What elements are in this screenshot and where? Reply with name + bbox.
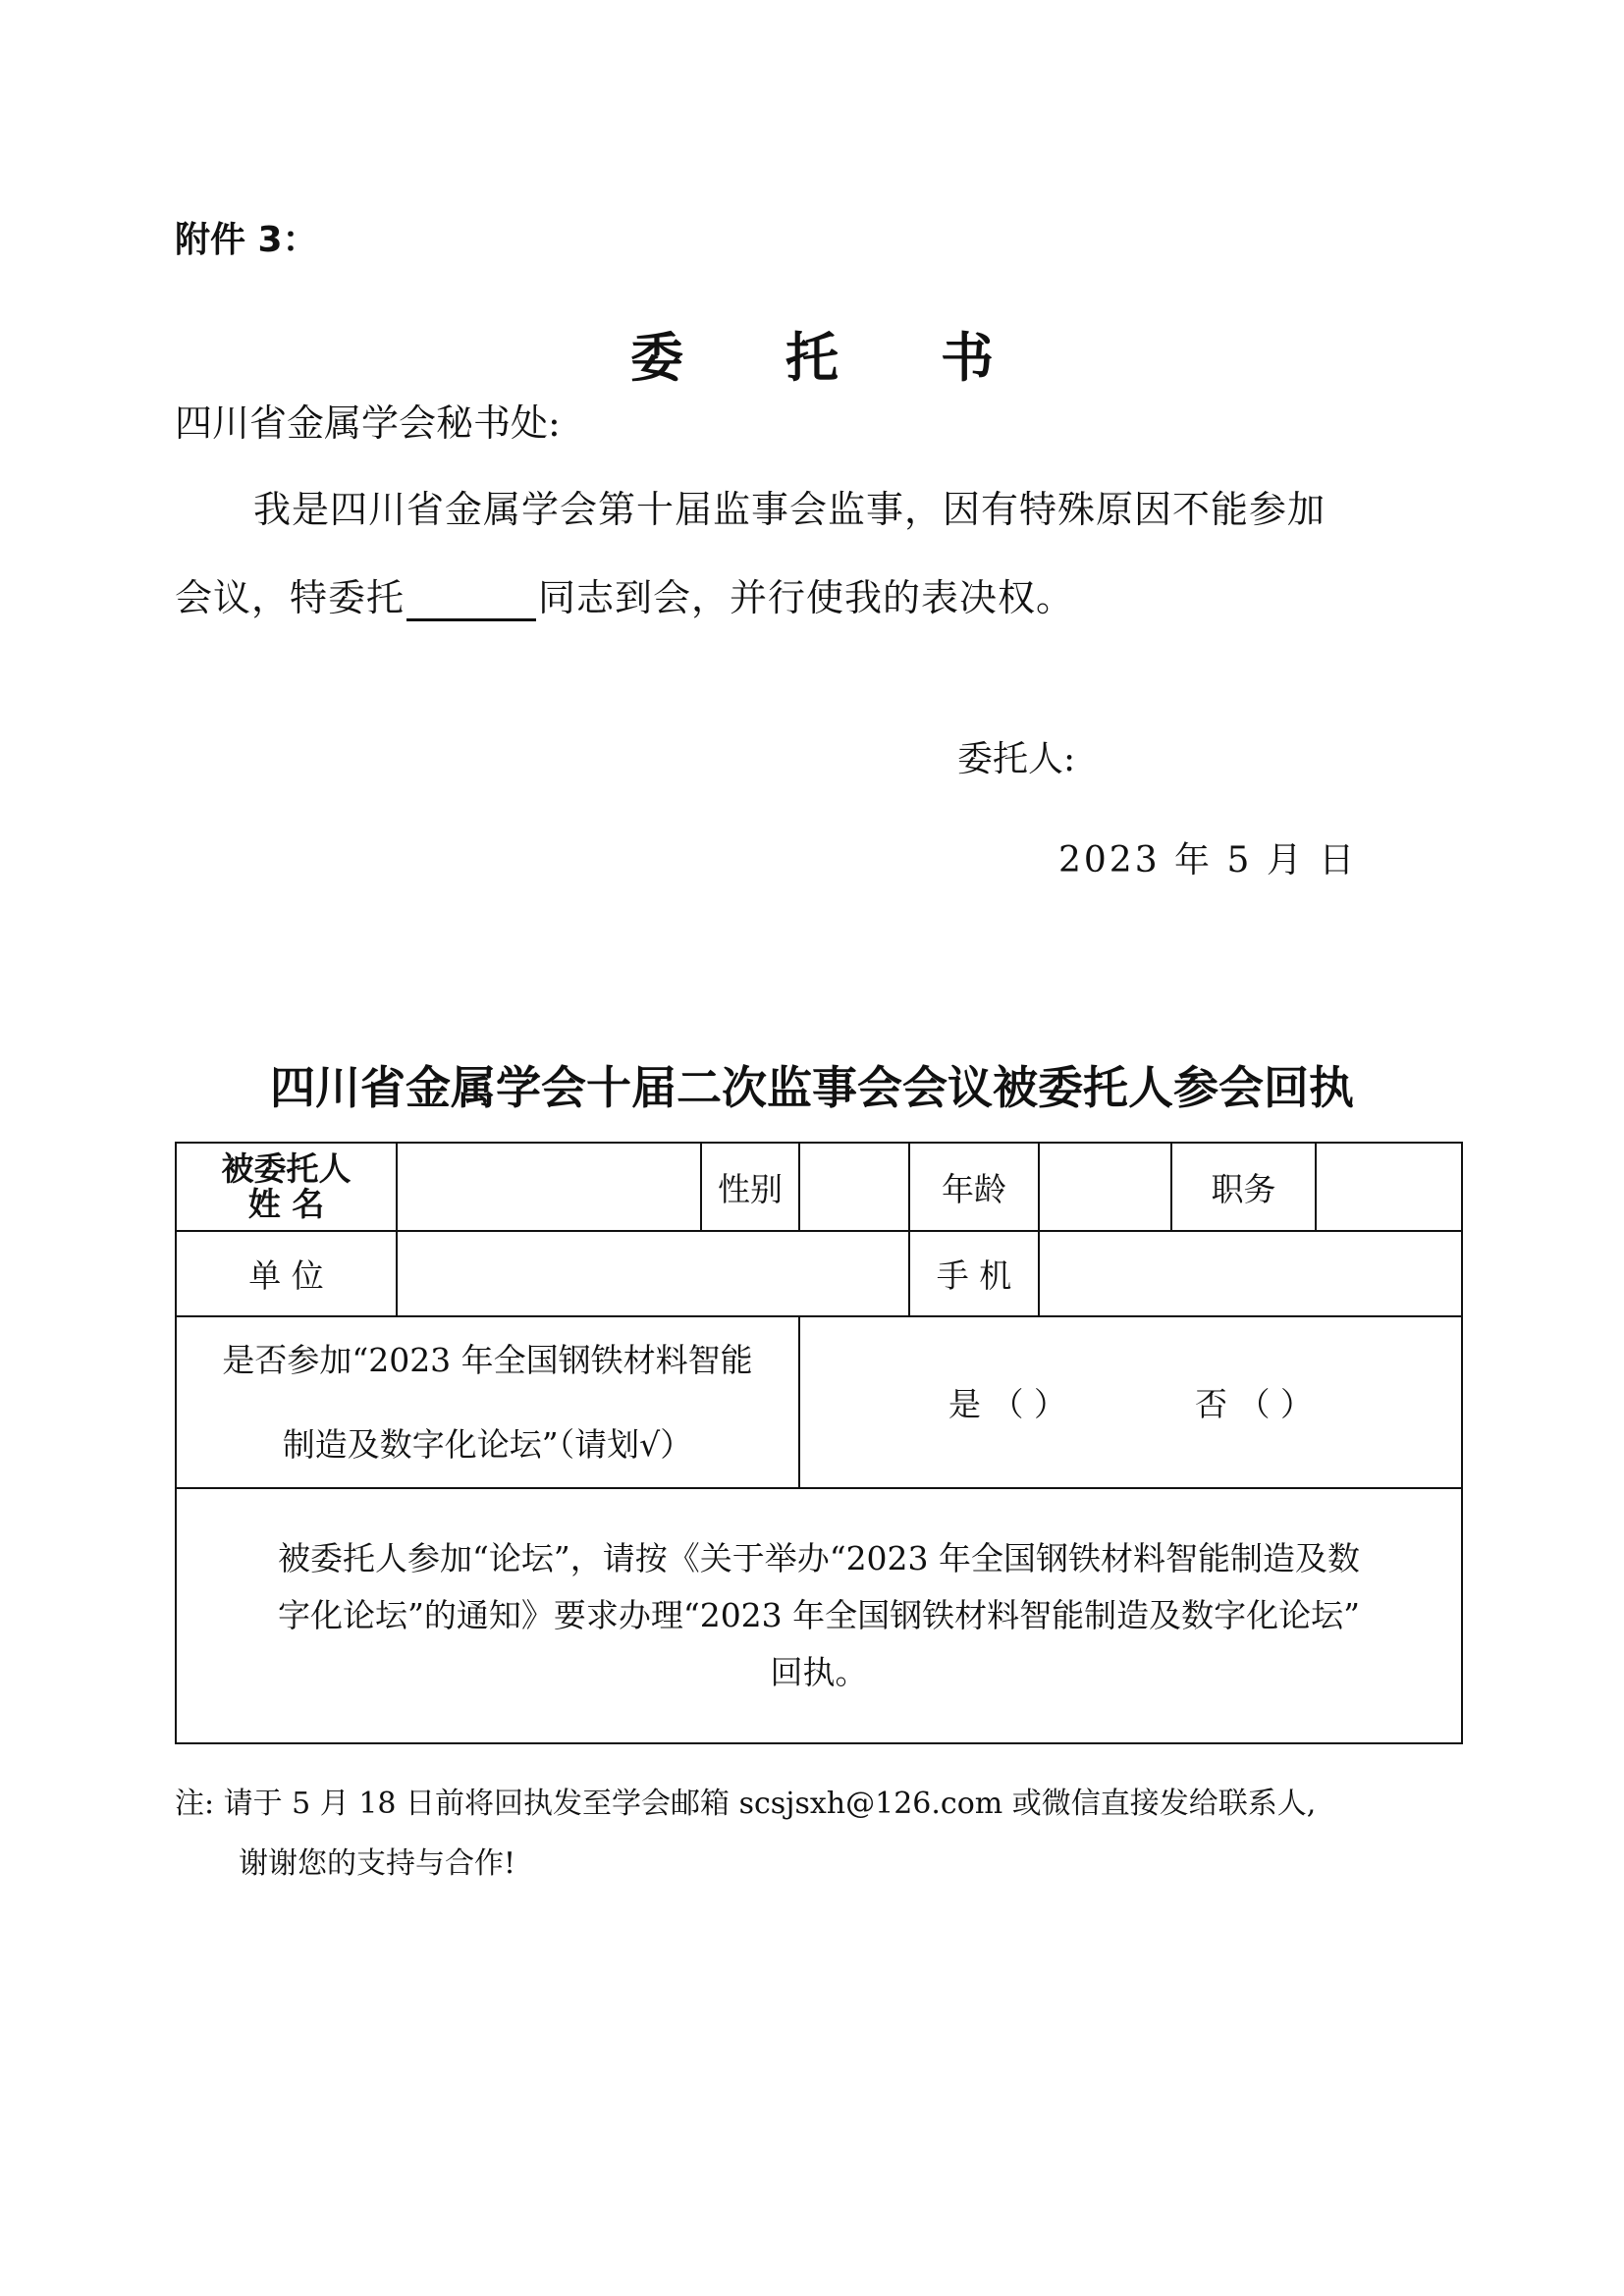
attachment-label: 附件 3： [175, 220, 318, 260]
phone-value-cell[interactable] [1039, 1231, 1462, 1316]
signer-label: 委托人: [957, 739, 1076, 779]
yes-option[interactable]: 是 （ ） [948, 1385, 1066, 1423]
body-line-1: 我是四川省金属学会第十届监事会监事，因有特殊原因不能参加 [253, 488, 1326, 531]
table-row [176, 1231, 1462, 1316]
body-line-2-after: 同志到会，并行使我的表决权。 [538, 576, 1075, 619]
table-row [176, 1143, 1462, 1231]
name-label-line-1: 被委托人 [221, 1149, 352, 1188]
attend-choice-cell [799, 1316, 1462, 1488]
receipt-table [175, 1142, 1463, 1744]
document-title [0, 316, 1624, 392]
gender-label: 性别 [701, 1143, 799, 1231]
forum-note-cell [176, 1488, 1462, 1743]
phone-label: 手 机 [909, 1231, 1039, 1316]
table-row [176, 1488, 1462, 1743]
note-line-1: 注: 请于 5 月 18 日前将回执发至学会邮箱 scsjsxh@126.com 或微信直接发给联系人, [175, 1787, 1317, 1821]
unit-label: 单 位 [176, 1231, 397, 1316]
forum-note-line-3: 回执。 [770, 1653, 868, 1691]
receipt-title: 四川省金属学会十届二次监事会会议被委托人参会回执 [270, 1061, 1354, 1114]
salutation: 四川省金属学会秘书处: [175, 401, 561, 445]
forum-note-line-1: 被委托人参加“论坛”，请按《关于举办“2023 年全国钢铁材料智能制造及数 [277, 1539, 1361, 1577]
name-value-cell[interactable] [397, 1143, 701, 1231]
body-line-2 [175, 567, 1074, 621]
title-char-2: 托 [785, 327, 839, 389]
age-value-cell[interactable] [1039, 1143, 1171, 1231]
title-char-1: 委 [630, 327, 683, 389]
note-line-2: 谢谢您的支持与合作! [239, 1846, 516, 1881]
forum-note-line-2: 字化论坛”的通知》要求办理“2023 年全国钢铁材料智能制造及数字化论坛” [277, 1596, 1361, 1634]
date-line: 2023 年 5 月 日 [1058, 840, 1358, 881]
body-line-2-before: 会议，特委托 [175, 576, 406, 619]
age-label: 年龄 [909, 1143, 1039, 1231]
unit-value-cell[interactable] [397, 1231, 909, 1316]
name-label-line-2: 姓 名 [247, 1185, 325, 1223]
attend-question-cell [176, 1316, 799, 1488]
delegate-name-blank[interactable] [406, 581, 536, 621]
position-value-cell[interactable] [1316, 1143, 1462, 1231]
title-char-3: 书 [941, 327, 994, 389]
position-label: 职务 [1171, 1143, 1316, 1231]
name-label-cell [176, 1143, 397, 1231]
attend-question-line-2: 制造及数字化论坛”（请划√） [282, 1424, 693, 1464]
no-option[interactable]: 否 （ ） [1195, 1385, 1313, 1423]
attend-question-line-1: 是否参加“2023 年全国钢铁材料智能 [222, 1340, 753, 1379]
gender-value-cell[interactable] [799, 1143, 909, 1231]
table-row [176, 1316, 1462, 1488]
